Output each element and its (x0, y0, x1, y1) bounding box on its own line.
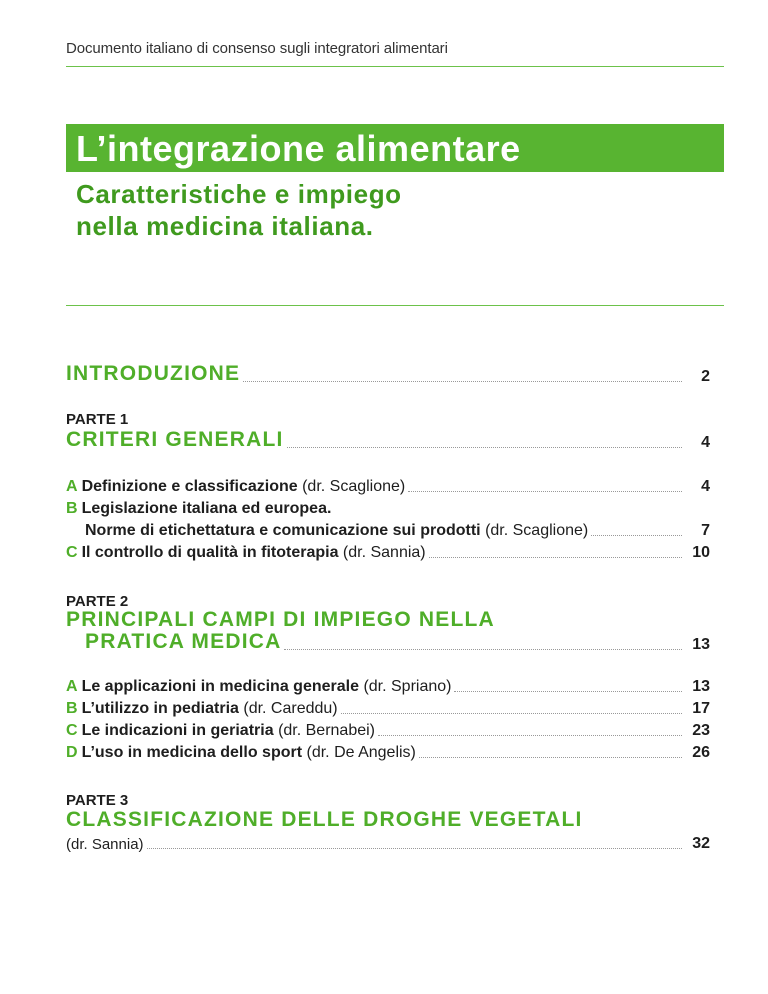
entry-page: 13 (692, 678, 710, 695)
entry-title: Il controllo di qualità in fitoterapia (81, 544, 339, 561)
entry-letter: A (66, 678, 78, 695)
entry-letter: C (66, 544, 78, 561)
entry-page: 23 (692, 722, 710, 739)
entry-author: (dr. Scaglione) (302, 478, 406, 495)
leader-dots (284, 649, 682, 650)
document-title: L’integrazione alimentare (76, 128, 521, 169)
toc-part2[interactable] (66, 630, 710, 654)
entry-letter: B (66, 500, 78, 517)
subtitle-line-1: Caratteristiche e impiego (76, 179, 402, 209)
leader-dots (419, 757, 682, 758)
leader-dots (147, 848, 682, 849)
toc-part3-title[interactable]: CLASSIFICAZIONE DELLE DROGHE VEGETALI (66, 808, 583, 831)
toc-part2-page: 13 (692, 636, 710, 653)
running-header: Documento italiano di consenso sugli integratori alimentari (66, 40, 448, 57)
toc-intro[interactable] (66, 362, 710, 386)
toc-part1-page: 4 (701, 434, 710, 451)
entry-title: L’uso in medicina dello sport (81, 744, 303, 761)
entry-author: (dr. Bernabei) (278, 722, 375, 739)
subtitle-line-2: nella medicina italiana. (76, 211, 374, 241)
leader-dots (341, 713, 682, 714)
toc-part2-title-line-2: PRATICA MEDICA (85, 630, 282, 653)
toc-intro-title: INTRODUZIONE (66, 362, 241, 385)
entry-title: Le indicazioni in geriatria (81, 722, 274, 739)
entry-title: Le applicazioni in medicina generale (81, 678, 359, 695)
part3-label: PARTE 3 (66, 792, 129, 809)
toc-entry[interactable] (66, 722, 710, 740)
entry-title: Norme di etichettatura e comunicazione sui prodotti (85, 522, 481, 539)
toc-entry[interactable] (66, 522, 710, 540)
leader-dots (287, 447, 682, 448)
toc-entry[interactable] (66, 544, 710, 562)
entry-title: L’utilizzo in pediatria (81, 700, 239, 717)
document-subtitle (76, 178, 402, 242)
toc-part3-page: 32 (692, 835, 710, 852)
toc-part1[interactable] (66, 428, 710, 452)
entry-page: 4 (701, 478, 710, 495)
entry-author: (dr. Spriano) (363, 678, 452, 695)
header-rule (66, 66, 724, 67)
leader-dots (429, 557, 682, 558)
entry-letter: C (66, 722, 78, 739)
leader-dots (454, 691, 682, 692)
toc-entry[interactable] (66, 744, 710, 762)
entry-letter: D (66, 744, 78, 761)
entry-author: (dr. Scaglione) (485, 522, 589, 539)
entry-title: Legislazione italiana ed europea. (81, 500, 332, 517)
toc-part3[interactable] (66, 835, 710, 853)
entry-page: 17 (692, 700, 710, 717)
entry-author: (dr. De Angelis) (306, 744, 416, 761)
part2-label: PARTE 2 (66, 593, 129, 610)
leader-dots (591, 535, 682, 536)
leader-dots (378, 735, 682, 736)
toc-entry[interactable] (66, 478, 710, 496)
entry-title: Definizione e classificazione (81, 478, 298, 495)
toc-entry[interactable] (66, 500, 710, 518)
section-rule (66, 305, 724, 306)
toc-part3-author: (dr. Sannia) (66, 836, 144, 853)
leader-dots (408, 491, 682, 492)
toc-part1-title: CRITERI GENERALI (66, 428, 284, 451)
entry-page: 26 (692, 744, 710, 761)
entry-page: 10 (692, 544, 710, 561)
toc-intro-page: 2 (701, 368, 710, 385)
toc-entry[interactable] (66, 678, 710, 696)
entry-author: (dr. Careddu) (243, 700, 338, 717)
part1-label: PARTE 1 (66, 411, 129, 428)
entry-letter: B (66, 700, 78, 717)
entry-letter: A (66, 478, 78, 495)
toc-part2-title-line-1[interactable]: PRINCIPALI CAMPI DI IMPIEGO NELLA (66, 608, 495, 631)
entry-page: 7 (701, 522, 710, 539)
entry-author: (dr. Sannia) (342, 544, 426, 561)
toc-entry[interactable] (66, 700, 710, 718)
leader-dots (243, 381, 682, 382)
